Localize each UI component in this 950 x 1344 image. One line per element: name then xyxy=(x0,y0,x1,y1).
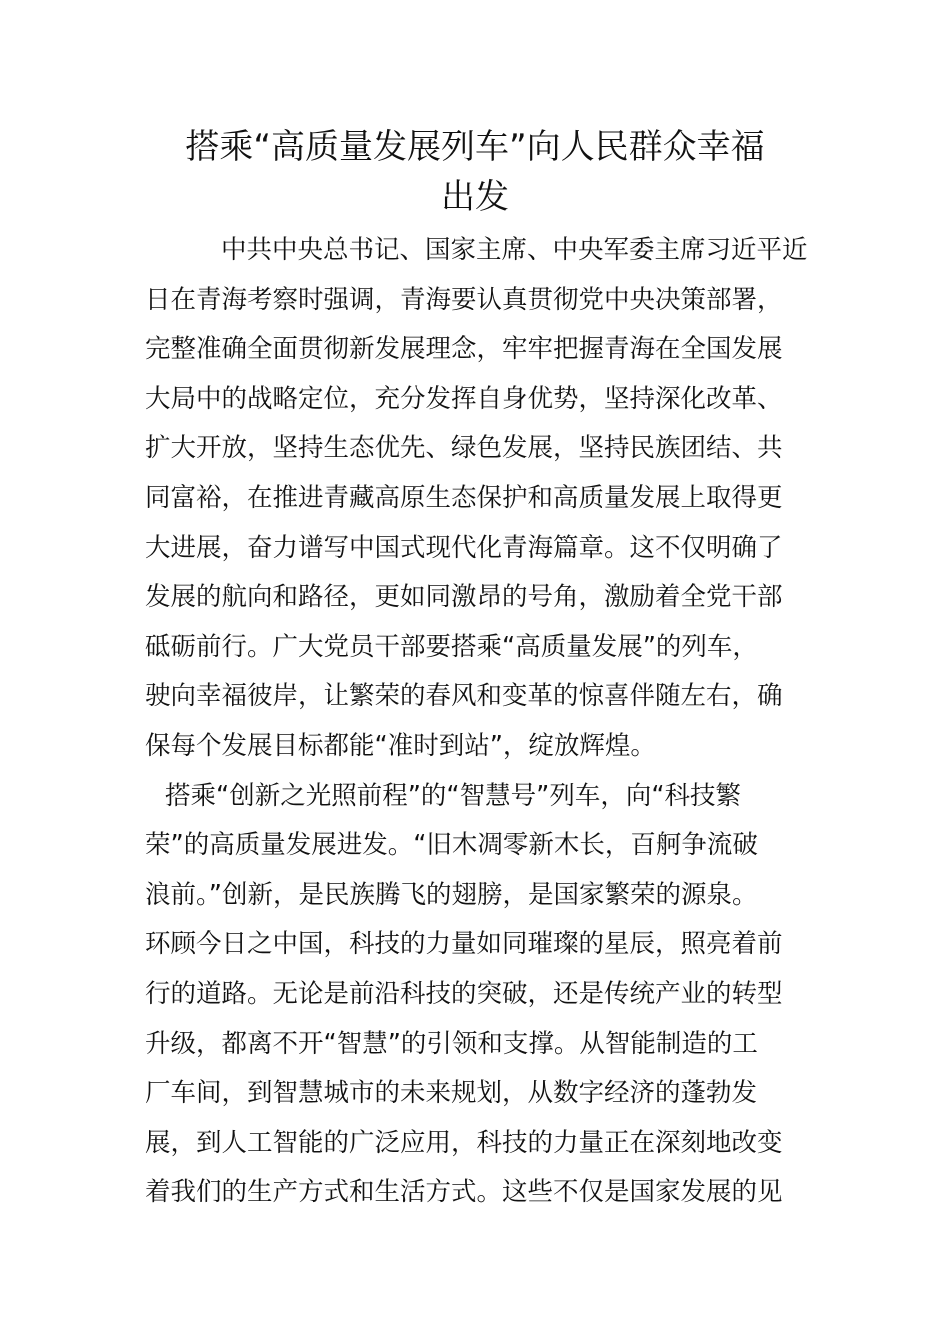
paragraph-1-line-9: 砥砺前行。广大党员干部要搭乘“高质量发展”的列车， xyxy=(145,631,758,662)
paragraph-1-line-3: 完整准确全面贯彻新发展理念，牢牢把握青海在全国发展 xyxy=(145,334,783,365)
paragraph-1-line-5: 扩大开放，坚持生态优先、绿色发展，坚持民族团结、共 xyxy=(145,433,783,464)
paragraph-2-line-7: 厂车间，到智慧城市的未来规划，从数字经济的蓬勃发 xyxy=(145,1078,758,1109)
paragraph-1-line-7: 大进展，奋力谱写中国式现代化青海篇章。这不仅明确了 xyxy=(145,532,783,563)
paragraph-2-line-1: 搭乘“创新之光照前程”的“智慧号”列车，向“科技繁 xyxy=(165,780,742,811)
paragraph-2-line-3: 浪前。”创新，是民族腾飞的翅膀，是国家繁荣的源泉。 xyxy=(145,879,758,910)
paragraph-2-line-8: 展，到人工智能的广泛应用，科技的力量正在深刻地改变 xyxy=(145,1127,783,1158)
paragraph-1-line-11: 保每个发展目标都能“准时到站”，绽放辉煌。 xyxy=(145,730,656,761)
paragraph-2-line-2: 荣”的高质量发展进发。“旧木凋零新木长，百舸争流破 xyxy=(145,830,758,861)
paragraph-1-line-10: 驶向幸福彼岸，让繁荣的春风和变革的惊喜伴随左右，确 xyxy=(145,681,783,712)
paragraph-2-line-4: 环顾今日之中国，科技的力量如同璀璨的星辰，照亮着前 xyxy=(145,929,783,960)
paragraph-1 xyxy=(145,226,808,772)
paragraph-1-line-4: 大局中的战略定位，充分发挥自身优势，坚持深化改革、 xyxy=(145,383,783,414)
paragraph-2-line-5: 行的道路。无论是前沿科技的突破，还是传统产业的转型 xyxy=(145,978,783,1009)
document-body xyxy=(145,226,808,1218)
paragraph-1-line-6: 同富裕，在推进青藏高原生态保护和高质量发展上取得更 xyxy=(145,482,783,513)
paragraph-2-line-6: 升级，都离不开“智慧”的引领和支撑。从智能制造的工 xyxy=(145,1028,758,1059)
paragraph-1-line-8: 发展的航向和路径，更如同激昂的号角，激励着全党干部 xyxy=(145,582,783,613)
paragraph-2-line-9: 着我们的生产方式和生活方式。这些不仅是国家发展的见 xyxy=(145,1177,783,1208)
paragraph-1-line-1: 中共中央总书记、国家主席、中央军委主席习近平近 xyxy=(221,235,808,265)
paragraph-1-line-2: 日在青海考察时强调，青海要认真贯彻党中央决策部署， xyxy=(145,284,783,315)
title-line-1: 搭乘“高质量发展列车”向人民群众幸福 xyxy=(185,127,765,167)
title-line-2: 出发 xyxy=(441,176,509,217)
document-title xyxy=(145,122,805,221)
paragraph-2 xyxy=(145,772,805,1218)
